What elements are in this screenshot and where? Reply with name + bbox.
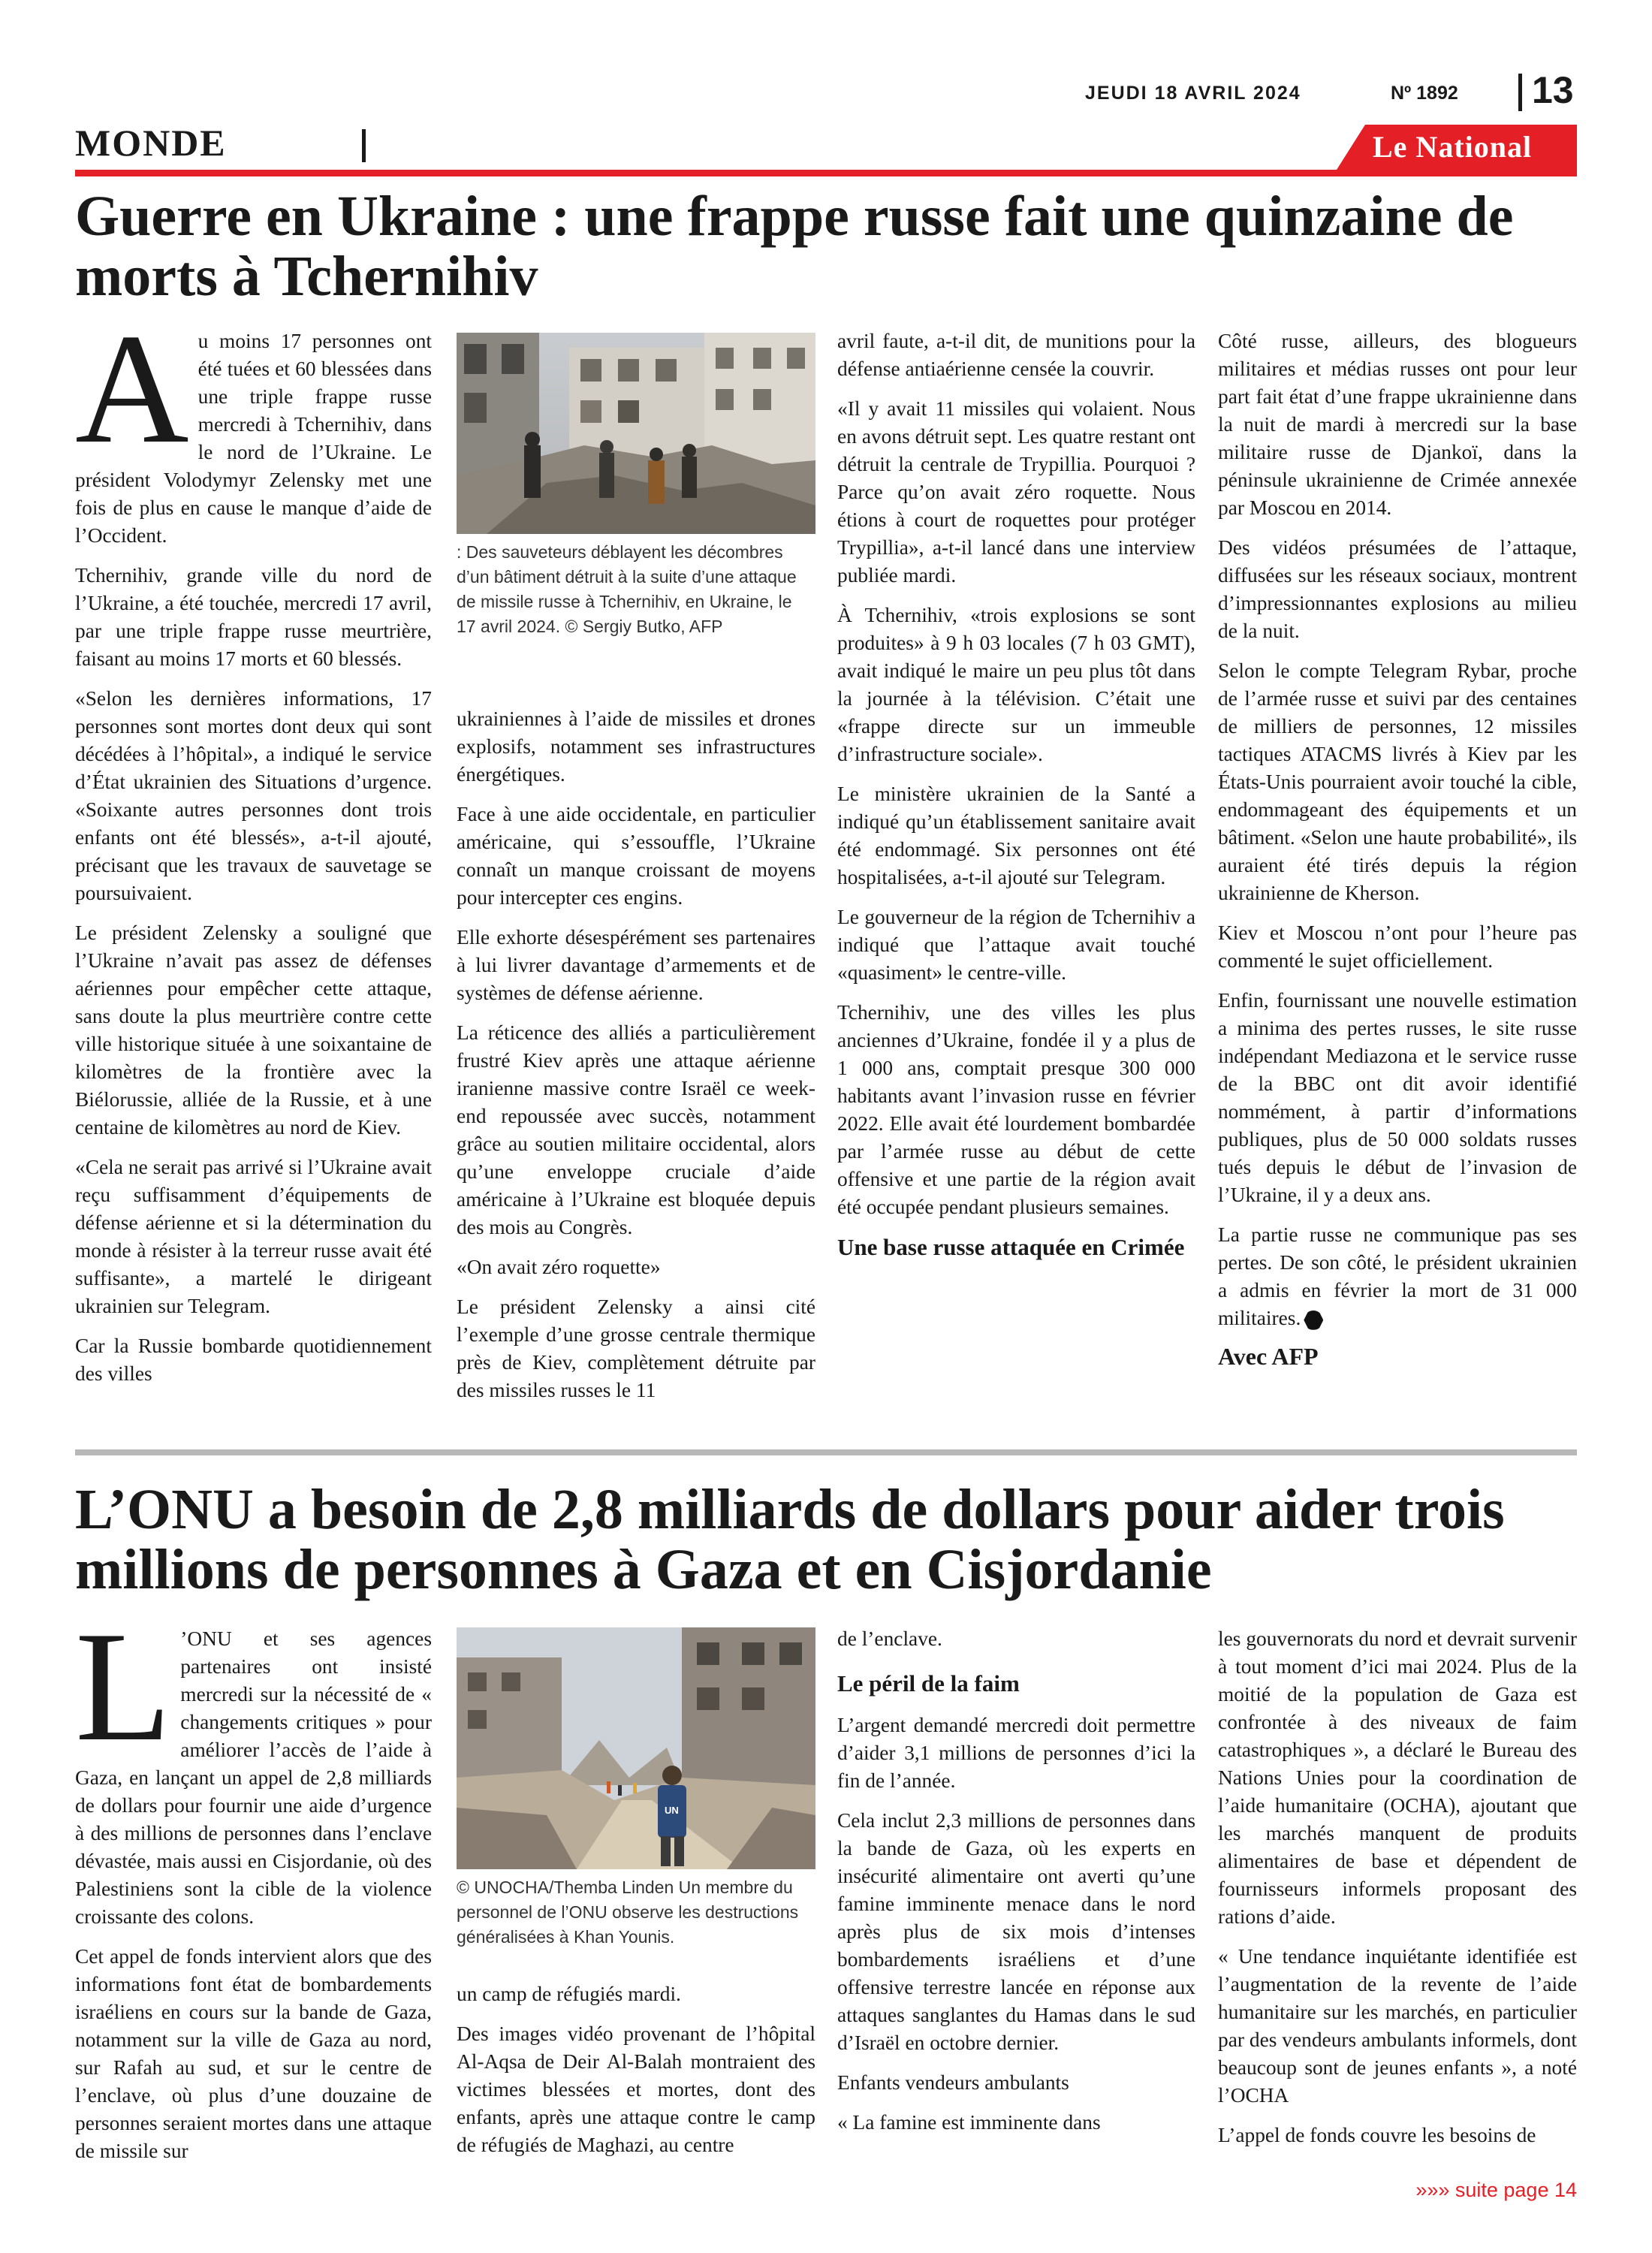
- article1-column-4: [1218, 327, 1577, 1371]
- paragraph: Cet appel de fonds intervient alors que des informations font état de bombardements israéliens en cours sur la bande de Gaza, notamment sur la ville de Gaza au nord, sur Rafah au sud, et sur le centre de l’enclave, où plus d’une douzaine de personnes seraient mortes dans une attaque de missile sur: [75, 1945, 432, 2162]
- paragraph: Le ministère ukrainien de la Santé a indiqué qu’un établissement sanitaire avait été endommagé. Six personnes ont été hospitalisées, a-t-il ajouté sur Telegram.: [837, 783, 1195, 888]
- paragraph: Tchernihiv, grande ville du nord de l’Ukraine, a été touchée, mercredi 17 avril, par une triple frappe russe meurtrière, faisant au moins 17 morts et 60 blessés.: [75, 564, 432, 670]
- article2-photo-caption: © UNOCHA/Themba Linden Un membre du personnel de l’ONU observe les destructions généralisées à Khan Younis.: [457, 1878, 799, 1947]
- paragraph: Enfin, fournissant une nouvelle estimation a minima des pertes russes, le site russe indépendant Mediazona et le service russe de la BBC ont dit avoir identifié nommément, à partir d’informations publiques, plus de 50 000 soldats russes tués depuis le début de l’invasion de l’Ukraine, il y a deux ans.: [1218, 989, 1577, 1206]
- article1-byline: Avec AFP: [1218, 1343, 1319, 1370]
- last-paragraph-text: La partie russe ne communique pas ses pertes. De son côté, le président ukrainien a admis en février la mort de 31 000 militaires.: [1218, 1223, 1577, 1329]
- article2-column-3: [837, 1625, 1195, 2149]
- masthead-brand: Le National: [1373, 130, 1533, 164]
- article1-subhead: Une base russe attaquée en Crimée: [837, 1234, 1185, 1260]
- article2-column-2: [457, 1980, 815, 2171]
- paragraph: Côté russe, ailleurs, des blogueurs militaires et médias russes ont pour leur part fait état d’une frappe ukrainienne dans la nuit de mardi à mercredi sur la base militaire russe de Djankoï, dans la péninsule ukrainienne de Crimée annexée par Moscou en 2014.: [1218, 330, 1577, 519]
- vest-label: UN: [665, 1805, 679, 1816]
- paragraph: Car la Russie bombarde quotidiennement des villes: [75, 1335, 432, 1385]
- paragraph: Kiev et Moscou n’ont pour l’heure pas commenté le sujet officiellement.: [1218, 921, 1577, 972]
- article1-column-1: [75, 302, 432, 1400]
- issue-date: JEUDI 18 AVRIL 2024: [1085, 83, 1301, 104]
- article2-column-4: [1218, 1625, 1577, 2161]
- paragraph: L’argent demandé mercredi doit permettre d’aider 3,1 millions de personnes d’ici la fin de l’année.: [837, 1714, 1195, 1792]
- page-number-divider: [1518, 74, 1522, 111]
- paragraph: les gouvernorats du nord et devrait survenir à tout moment d’ici mai 2024. Plus de la moitié de la population de Gaza est confrontée à des niveaux de faim catastrophiques », a déclaré le Bureau des Nations Unies pour la coordination de l’aide humanitaire (OCHA), ajoutant que les marchés manquent de produits alimentaires de base et dépendent de fournisseurs informels proposant des rations d’aide.: [1218, 1627, 1577, 1928]
- paragraph: « Une tendance inquiétante identifiée est l’augmentation de la revente de l’aide humanitaire sur les marchés, en particulier par des vendeurs ambulants informels, dont beaucoup sont de jeunes enfants », a noté l’OCHA: [1218, 1945, 1577, 2107]
- paragraph: [1218, 1221, 1577, 1332]
- paragraph: «Il y avait 11 missiles qui volaient. Nous en avons détruit sept. Les quatre restant ont détruit la centrale de Trypillia. Pourquoi ? Parce qu’on avait zéro roquette. Nous étions à court de roquettes pour protéger Trypillia», a-t-il lancé dans une interview publiée mardi.: [837, 397, 1195, 587]
- paragraph: «Selon les dernières informations, 17 personnes sont mortes dont deux qui sont décédées à l’hôpital», a indiqué le service d’État ukrainien des Situations d’urgence. «Soixante autres personnes dont trois enfants ont été blessés», a-t-il ajouté, précisant que les travaux de sauvetage se poursuivaient.: [75, 687, 432, 904]
- paragraph: Selon le compte Telegram Rybar, proche de l’armée russe et suivi par des centaines de milliers de personnes, 12 missiles tactiques ATACMS livrés à Kiev par les États-Unis pourraient avoir touché la cible, endommageant des équipements et un bâtiment. «Selon une haute probabilité», ils auraient été tirés depuis la région ukrainienne de Kherson.: [1218, 659, 1577, 904]
- paragraph: Des vidéos présumées de l’attaque, diffusées sur les réseaux sociaux, montrent d’impressionnantes explosions au milieu de la nuit.: [1218, 536, 1577, 642]
- paragraph: Tchernihiv, une des villes les plus anciennes d’Ukraine, fondée il y a plus de 1 000 ans, comptait presque 300 000 habitants avant l’invasion russe en février 2022. Elle avait été lourdement bombardée par l’armée russe au début de cette offensive et une partie de la région avait été occupée pendant plusieurs semaines.: [837, 1001, 1195, 1218]
- paragraph: Enfants vendeurs ambulants: [837, 2071, 1069, 2094]
- section-divider: [362, 129, 366, 162]
- paragraph: Elle exhorte désespérément ses partenaires à lui livrer davantage d’armements et de systèmes de défense aérienne.: [457, 926, 815, 1004]
- tchernihiv-rubble-photo: [457, 333, 815, 534]
- paragraph: La réticence des alliés a particulièrement frustré Kiev après une attaque aérienne iranienne massive contre Israël ce week-end repoussée avec succès, notamment grâce au soutien militaire occidental, alors qu’une enveloppe cruciale d’aide américaine à l’Ukraine est bloquée depuis des mois au Congrès.: [457, 1021, 815, 1238]
- paragraph: Le gouverneur de la région de Tchernihiv a indiqué que l’attaque avait touché «quasiment» le centre-ville.: [837, 906, 1195, 984]
- paragraph: avril faute, a-t-il dit, de munitions pour la défense antiaérienne censée la couvrir.: [837, 330, 1195, 380]
- article2-headline: L’ONU a besoin de 2,8 milliards de dollars pour aider trois millions de personnes à Gaza et en Cisjordanie: [75, 1478, 1505, 1601]
- paragraph: ukrainiennes à l’aide de missiles et drones explosifs, notamment ses infrastructures énergétiques.: [457, 707, 815, 786]
- article1-photo-caption: : Des sauveteurs déblayent les décombres d’un bâtiment détruit à la suite d’une attaque de missile russe à Tchernihiv, en Ukraine, le 17 avril 2024. © Sergiy Butko, AFP: [457, 542, 797, 636]
- paragraph: un camp de réfugiés mardi.: [457, 1983, 681, 2005]
- article2-column-1: [75, 1600, 432, 2177]
- article1-column-3: [837, 327, 1195, 1275]
- paragraph: Le président Zelensky a ainsi cité l’exemple d’une grosse centrale thermique près de Kiev, complètement détruite par des missiles russes le 11: [457, 1295, 815, 1401]
- article2-subhead: Le péril de la faim: [837, 1670, 1020, 1697]
- paragraph: de l’enclave.: [837, 1627, 942, 1650]
- end-of-article-icon: [1304, 1310, 1323, 1330]
- article2-dropcap: L: [75, 1600, 172, 1774]
- paragraph: Face à une aide occidentale, en particulier américaine, qui s’essouffle, l’Ukraine connaît un manque croissant de moyens pour intercepter ces engins.: [457, 803, 815, 909]
- paragraph: « La famine est imminente dans: [837, 2111, 1101, 2134]
- paragraph: «On avait zéro roquette»: [457, 1256, 661, 1278]
- article-separator: [75, 1449, 1577, 1455]
- article1-headline: Guerre en Ukraine : une frappe russe fait une quinzaine de morts à Tchernihiv: [75, 185, 1514, 308]
- issue-number: Nº 1892: [1391, 83, 1458, 104]
- header-rule: [75, 170, 1577, 176]
- paragraph: L’appel de fonds couvre les besoins de: [1218, 2124, 1536, 2146]
- paragraph: Des images vidéo provenant de l’hôpital Al-Aqsa de Deir Al-Balah montraient des victimes blessées et mortes, dont des enfants, après une attaque contre le camp de réfugiés de Maghazi, au centre: [457, 2022, 815, 2156]
- continued-on-page-link[interactable]: »»» suite page 14: [1415, 2179, 1577, 2201]
- paragraph: Cela inclut 2,3 millions de personnes dans la bande de Gaza, où les experts en insécurité alimentaire ont averti qu’une famine imminente menace dans le nord après plus de six mois d’intenses bombardements israéliens et d’une offensive terrestre lancée en réponse aux attaques sanglantes du Hamas dans le sud d’Israël en octobre dernier.: [837, 1809, 1195, 2054]
- paragraph: u moins 17 personnes ont été tuées et 60 blessées dans une triple frappe russe mercredi à Tchernihiv, dans le nord de l’Ukraine. Le président Volodymyr Zelensky met une fois de plus en cause le manque d’aide de l’Occident.: [75, 330, 432, 547]
- section-title: MONDE: [75, 122, 227, 164]
- paragraph: À Tchernihiv, «trois explosions se sont produites» à 9 h 03 locales (7 h 03 GMT), avait indiqué le maire un peu plus tôt dans la journée à la télévision. C’était une «frappe directe sur un immeuble d’infrastructure sociale».: [837, 604, 1195, 765]
- paragraph: Le président Zelensky a souligné que l’Ukraine n’avait pas assez de défenses aériennes pour empêcher cette attaque, sans doute la plus meurtrière contre cette ville historique située à une soixantaine de kilomètres de la frontière avec la Biélorussie, alliée de la Russie, et à une centaine de kilomètres au nord de Kiev.: [75, 921, 432, 1139]
- article1-dropcap: A: [75, 302, 189, 476]
- khan-younis-photo: [457, 1627, 815, 1869]
- paragraph: «Cela ne serait pas arrivé si l’Ukraine avait reçu suffisamment d’équipements de défense aérienne et si la détermination du monde à résister à la terreur russe avait été suffisante», a martelé le dirigeant ukrainien sur Telegram.: [75, 1156, 432, 1317]
- paragraph: ’ONU et ses agences partenaires ont insisté mercredi sur la nécessité de « changements critiques » pour améliorer l’accès de l’aide à Gaza, en lançant un appel de 2,8 milliards de dollars pour fournir une aide d’urgence à des millions de personnes dans l’enclave dévastée, mais aussi en Cisjordanie, où des Palestiniens sont la cible de la violence croissante des colons.: [75, 1627, 432, 1928]
- article1-column-2: [457, 705, 815, 1416]
- page-number: 13: [1532, 69, 1574, 111]
